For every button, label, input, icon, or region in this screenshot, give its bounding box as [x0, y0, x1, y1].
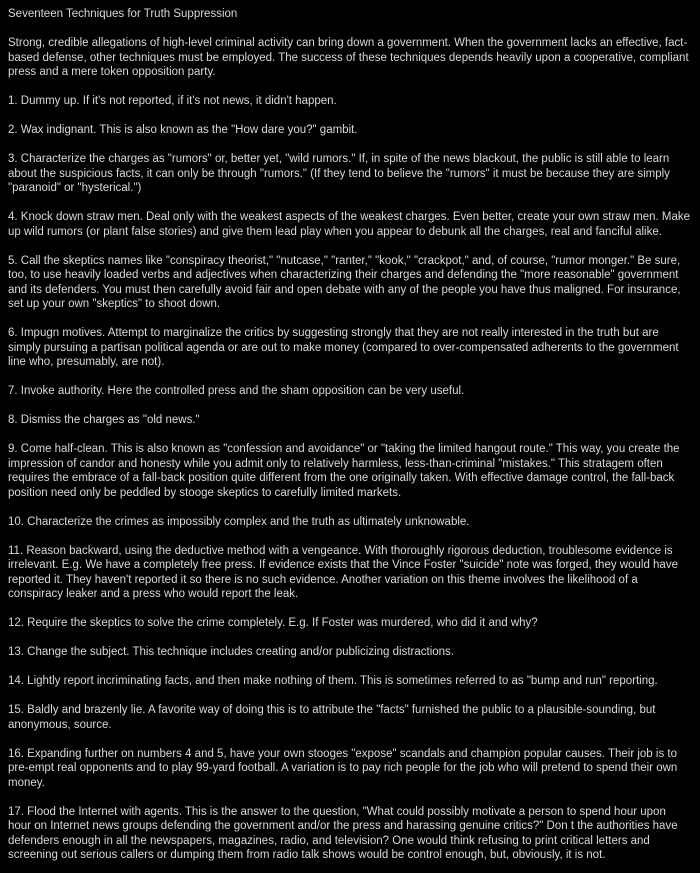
technique-paragraph-3: 3. Characterize the charges as "rumors" or, better yet, "wild rumors." If, in spite of the news blackout, the public is still able to learn about the suspicious facts, it can only be through "rumors." (If they tend to believe the "rumors" it must be because they are simply "paranoid" or "hysterical.") [8, 153, 670, 194]
technique-paragraph-17: 17. Flood the Internet with agents. This is the answer to the question, "What could possibly motivate a person to spend hour upon hour on Internet news groups defending the government and/or the press and harassing genuine critics?" Don t the authorities have defenders enough in all the newspapers, magazines, radio, and television? One would think refusing to print critical letters and screening out serious callers or dumping them from radio talk shows would be control enough, but, obviously, it is not. [8, 805, 678, 861]
technique-paragraph-11: 11. Reason backward, using the deductive method with a vengeance. With thoroughly rigorous deduction, troublesome evidence is irrelevant. E.g. We have a completely free press. If evidence exists that the Vince Foster "suicide" note was forged, they would have reported it. They haven't reported it so there is no such evidence. Another variation on this theme involves the likelihood of a conspiracy leaker and a press who would report the leak. [8, 544, 678, 600]
technique-paragraph-7: 7. Invoke authority. Here the controlled press and the sham opposition can be very useful. [8, 385, 465, 397]
technique-paragraph-4: 4. Knock down straw men. Deal only with the weakest aspects of the weakest charges. Even better, create your own straw men. Make up wild rumors (or plant false stories) and give them lead play when you appear to debunk all the charges, real and fanciful alike. [8, 211, 691, 238]
technique-paragraph-16: 16. Expanding further on numbers 4 and 5, have your own stooges "expose" scandals and champion popular causes. Their job is to pre-empt real opponents and to play 99-yard football. A variation is to pay rich people for the job who will pretend to spend their own money. [8, 747, 678, 789]
technique-paragraph-6: 6. Impugn motives. Attempt to marginalize the critics by suggesting strongly that they are not really interested in the truth but are simply pursuing a partisan political agenda or are out to make money (compared to over-compensated adherents to the government line who, presumably, are not). [8, 327, 679, 368]
technique-paragraph-13: 13. Change the subject. This technique includes creating and/or publicizing distractions. [8, 646, 455, 658]
technique-paragraph-14: 14. Lightly report incriminating facts, and then make nothing of them. This is sometimes referred to as "bump and run" reporting. [8, 675, 658, 687]
technique-paragraph-9: 9. Come half-clean. This is also known as "confession and avoidance" or "taking the limited hangout route." This way, you create the impression of candor and honesty while you admit only to relatively harmless, less-than-criminal "mistakes." This stratagem often requires the embrace of a fall-back position quite different from the one originally taken. With effective damage control, the fall-back position need only be peddled by stooge skeptics to carefully limited markets. [8, 443, 680, 499]
technique-paragraph-2: 2. Wax indignant. This is also known as the "How dare you?" gambit. [8, 124, 358, 136]
intro-paragraph: Strong, credible allegations of high-level criminal activity can bring down a government. When the government lacks an effective, fact-based defense, other techniques must be employed. The success of these techniques depends heavily upon a cooperative, compliant press and a mere token opposition party. [8, 37, 689, 78]
technique-paragraph-10: 10. Characterize the crimes as impossibly complex and the truth as ultimately unknowable. [8, 515, 470, 528]
technique-paragraph-5: 5. Call the skeptics names like "conspiracy theorist," "nutcase," "ranter," "kook," "crackpot," and, of course, "rumor monger." Be sure, too, to use heavily loaded verbs and adjectives when characterizing their charges and defending the "more reasonable" government and its defenders. You must then carefully avoid fair and open debate with any of the people you have thus maligned. For insurance, set up your own "skeptics" to shoot down. [8, 254, 681, 310]
technique-paragraph-15: 15. Baldly and brazenly lie. A favorite way of doing this is to attribute the "facts" furnished the public to a plausible-sounding, but anonymous, source. [8, 704, 656, 731]
technique-paragraph-8: 8. Dismiss the charges as "old news." [8, 414, 200, 426]
technique-paragraph-12: 12. Require the skeptics to solve the crime completely. E.g. If Foster was murdered, who did it and why? [8, 617, 538, 629]
technique-paragraph-1: 1. Dummy up. If it's not reported, if it's not news, it didn't happen. [8, 95, 337, 107]
page-title: Seventeen Techniques for Truth Suppression [8, 8, 238, 20]
